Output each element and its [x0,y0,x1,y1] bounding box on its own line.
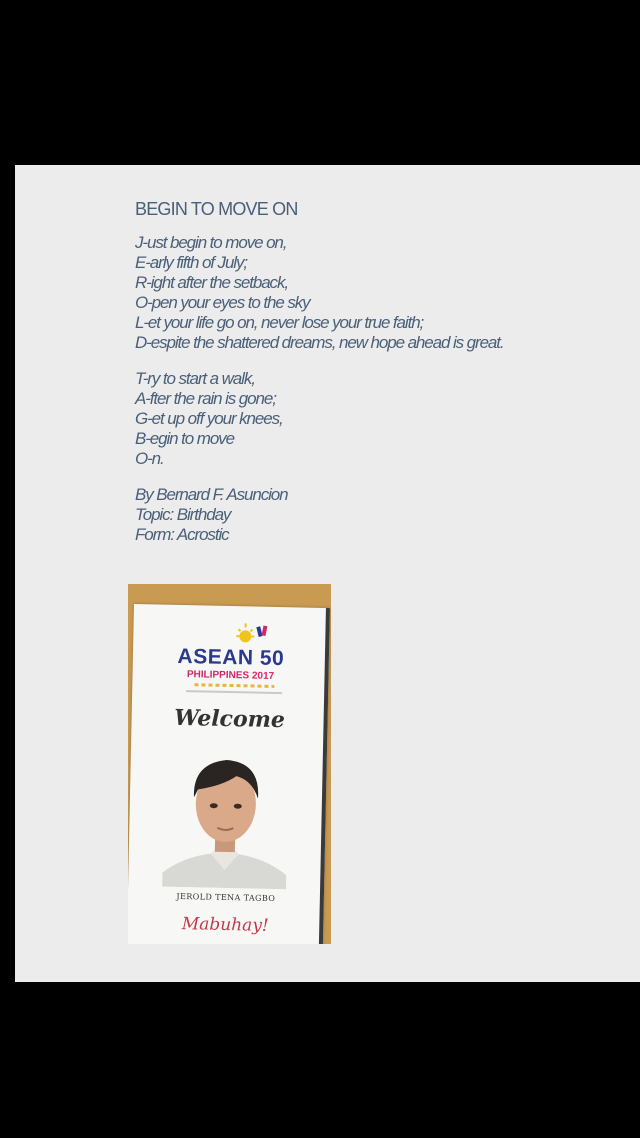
sun-logo-icon [233,620,274,647]
topic-line: Topic: Birthday [135,505,231,524]
tagline-decoration [194,683,274,688]
document-page [15,165,640,982]
poem-line: O-pen your eyes to the sky [135,293,310,312]
philippines-subtitle: PHILIPPINES 2017 [186,669,275,682]
poem-line: G-et up off your knees, [135,409,283,428]
stanza-1 [135,233,635,353]
welcome-text: Welcome [174,704,286,734]
welcome-photo [128,584,331,944]
tagline-decoration [186,690,282,694]
poem-line: B-egin to move [135,429,234,448]
portrait-image [162,745,289,890]
author-line: By Bernard F. Asuncion [135,485,288,504]
welcome-card [128,604,330,944]
poem [135,199,635,545]
stanza-2 [135,369,635,469]
poem-line: A-fter the rain is gone; [135,389,276,408]
asean-logo-text: ASEAN 50 [177,644,285,671]
poem-line: L-et your life go on, never lose your true faith; [135,313,424,332]
poem-line: J-ust begin to move on, [135,233,287,252]
poem-line: O-n. [135,449,164,468]
poem-line: D-espite the shattered dreams, new hope ahead is great. [135,333,504,352]
poem-line: R-ight after the setback, [135,273,288,292]
poem-line: E-arly fifth of July; [135,253,247,272]
mabuhay-text: Mabuhay! [181,914,269,936]
name-caption: JEROLD TENA TAGBO [176,891,276,904]
poem-line: T-ry to start a walk, [135,369,255,388]
poem-title: BEGIN TO MOVE ON [135,199,298,219]
form-line: Form: Acrostic [135,525,229,544]
poem-meta [135,485,635,545]
